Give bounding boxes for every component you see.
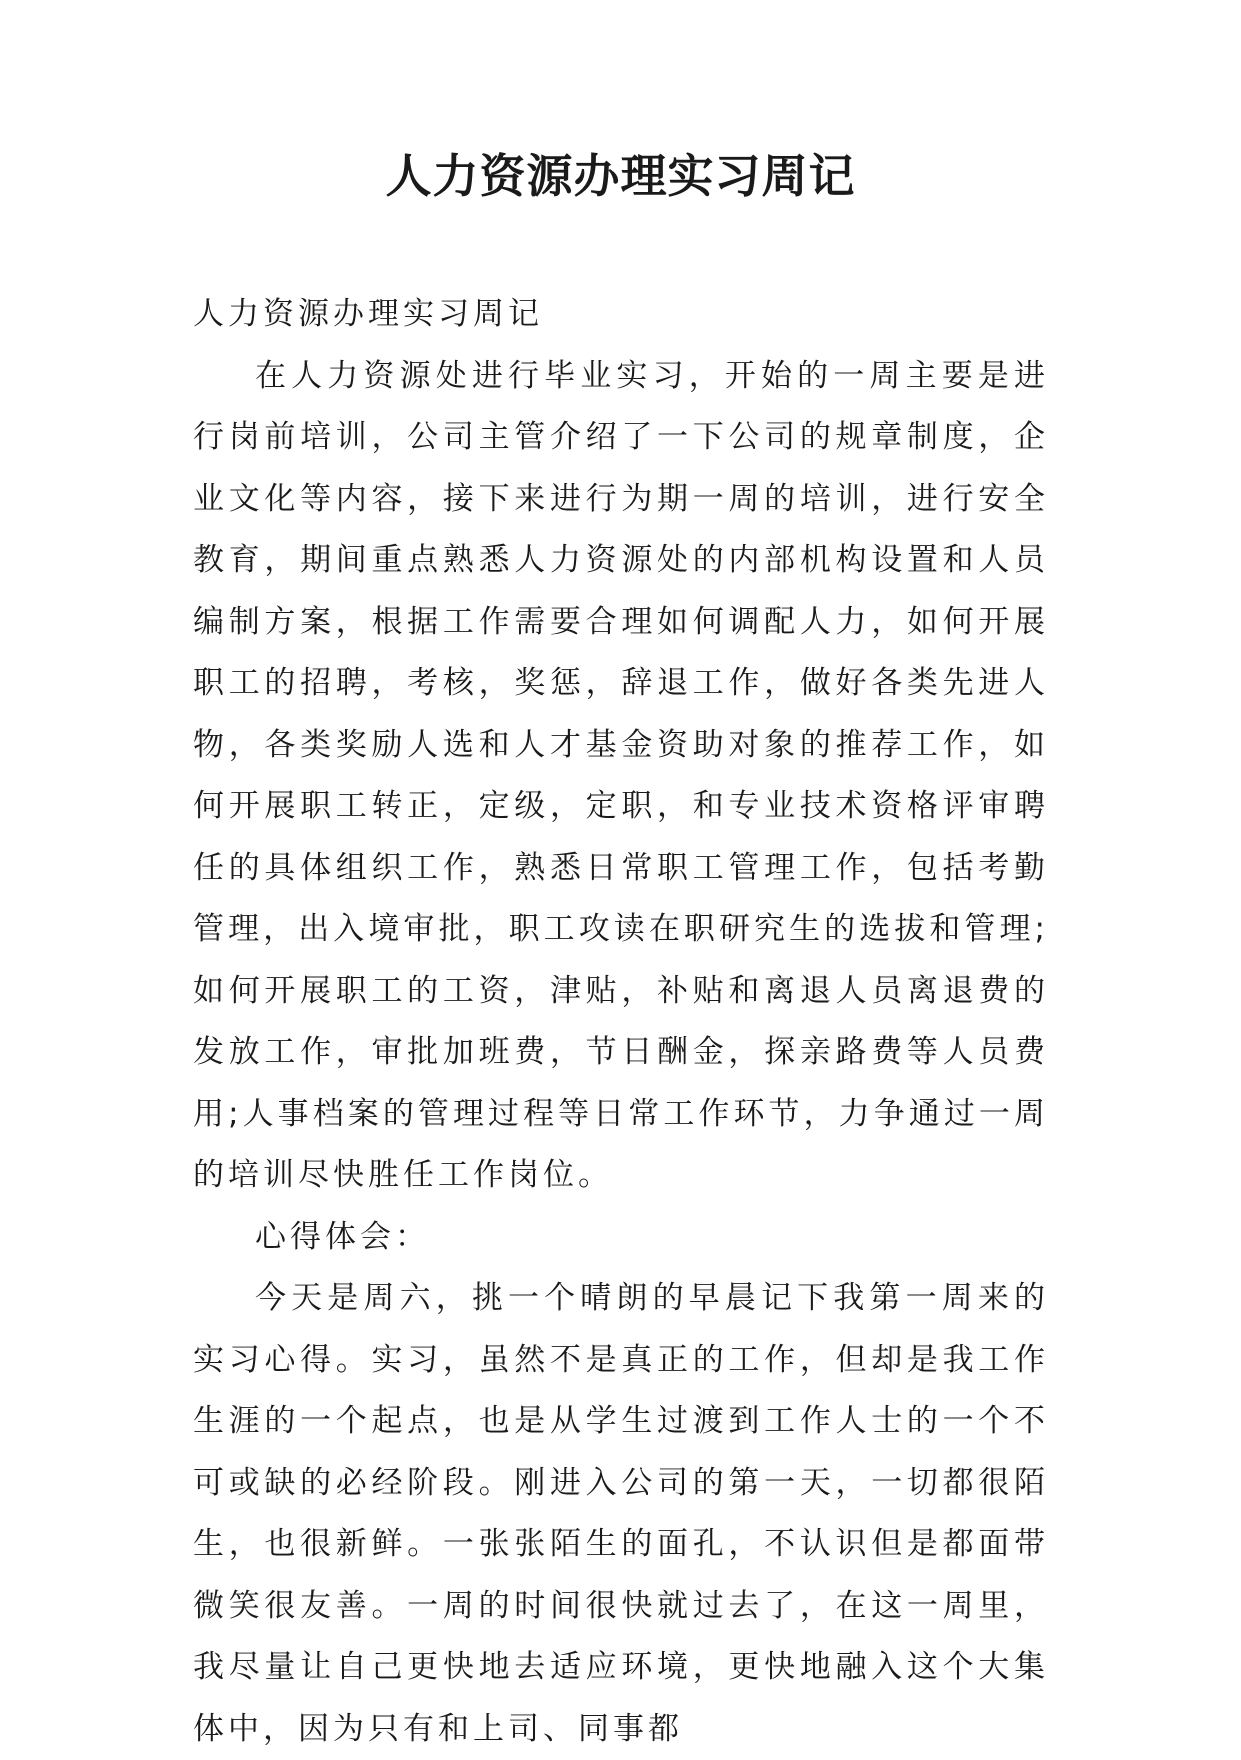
paragraph-training: 在人力资源处进行毕业实习，开始的一周主要是进行岗前培训，公司主管介绍了一下公司的规章制度，企业文化等内容，接下来进行为期一周的培训，进行安全教育，期间重点熟悉人力资源处的内部机构设置和人员编制方案，根据工作需要合理如何调配人力，如何开展职工的招聘，考核，奖惩，辞退工作，做好各类先进人物，各类奖励人选和人才基金资助对象的推荐工作，如何开展职工转正，定级，定职，和专业技术资格评审聘任的具体组织工作，熟悉日常职工管理工作，包括考勤管理，出入境审批，职工攻读在职研究生的选拔和管理;如何开展职工的工资，津贴，补贴和离退人员离退费的发放工作，审批加班费，节日酬金，探亲路费等人员费用;人事档案的管理过程等日常工作环节，力争通过一周的培训尽快胜任工作岗位。 [193, 357, 1049, 1193]
document-title: 人力资源办理实习周记 [385, 149, 856, 203]
document-subtitle: 人力资源办理实习周记 [193, 296, 543, 332]
document-body [193, 284, 1049, 1760]
paragraph-reflection: 今天是周六，挑一个晴朗的早晨记下我第一周来的实习心得。实习，虽然不是真正的工作，但却是我工作生涯的一个起点，也是从学生过渡到工作人士的一个不可或缺的必经阶段。刚进入公司的第一天，一切都很陌生，也很新鲜。一张张陌生的面孔，不认识但是都面带微笑很友善。一周的时间很快就过去了，在这一周里，我尽量让自己更快地去适应环境，更快地融入这个大集体中，因为只有和上司、同事都 [193, 1280, 1049, 1747]
paragraph-heading-reflection: 心得体会： [255, 1218, 430, 1255]
